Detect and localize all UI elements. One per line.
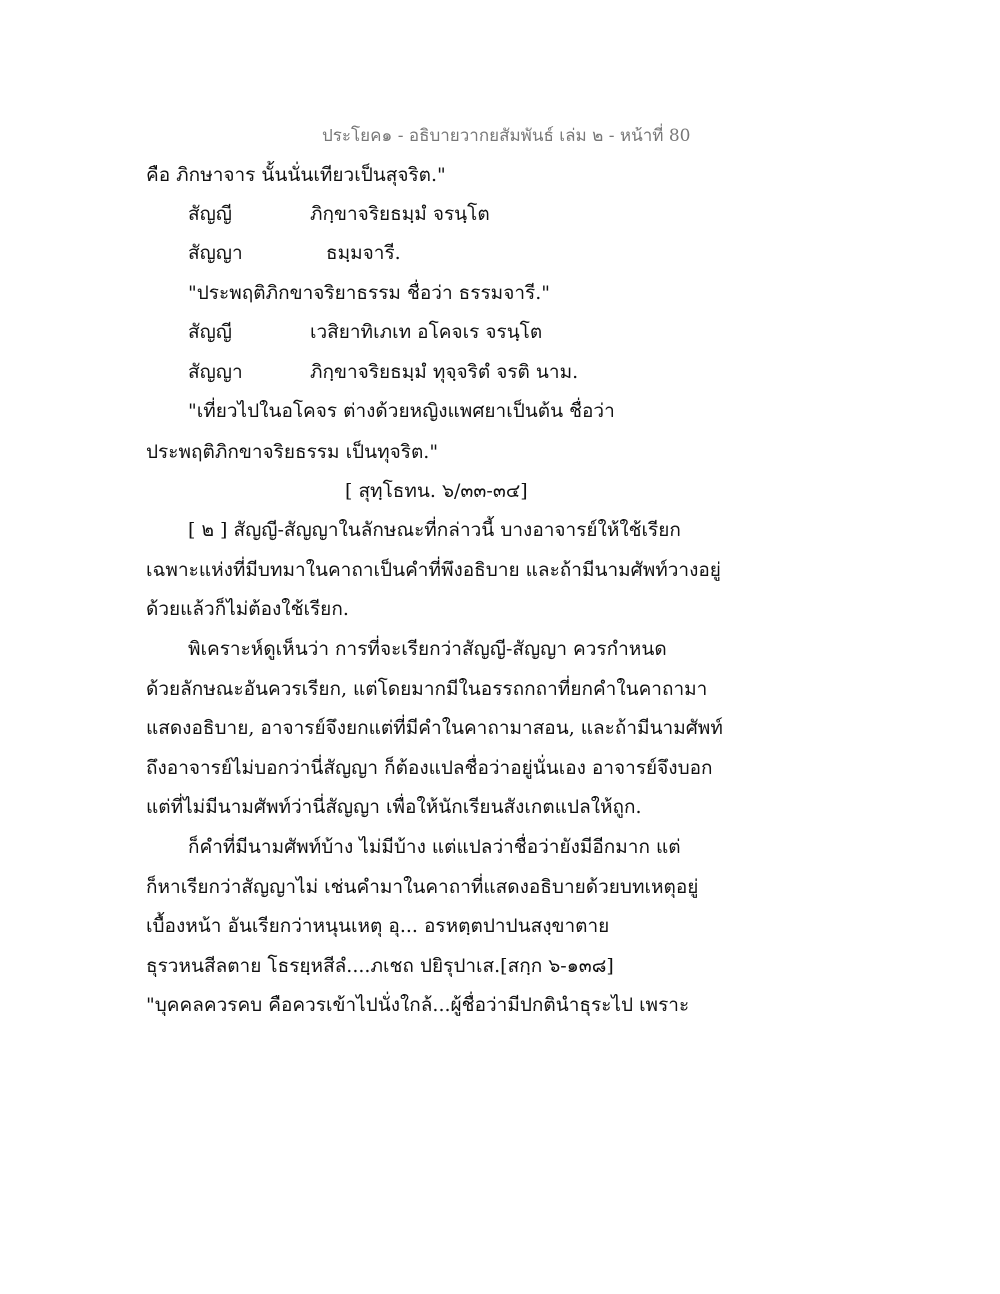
paragraph-line: แสดงอธิบาย, อาจารย์จึงยกแต่ที่มีคำในคาถามาสอน, และถ้ามีนามศัพท์ — [146, 717, 723, 739]
paragraph-line: ธุรวหนสีลตาย โธรยฺหสีลํ....ภเชถ ปยิรุปาเส.[สกฺก ๖-๑๓๘] — [146, 955, 614, 977]
pair-line — [188, 240, 401, 266]
pair-label: สัญญี — [188, 203, 232, 225]
pair-label: สัญญา — [188, 361, 243, 383]
quote-line: ประพฤติภิกขาจริยธรรม เป็นทุจริต." — [146, 441, 439, 463]
pair-label: สัญญา — [188, 242, 243, 264]
pair-label: สัญญี — [188, 321, 232, 343]
paragraph-line: [ ๒ ] สัญญี-สัญญาในลักษณะที่กล่าวนี้ บางอาจารย์ให้ใช้เรียก — [188, 519, 681, 541]
pair-text: ภิกฺขาจริยธมฺมํ จรนฺโต — [310, 203, 490, 225]
paragraph-line: ด้วยแล้วก็ไม่ต้องใช้เรียก. — [146, 598, 349, 620]
paragraph-line: ก็หาเรียกว่าสัญญาไม่ เช่นคำมาในคาถาที่แสดงอธิบายด้วยบทเหตุอยู่ — [146, 876, 699, 898]
pair-text: ภิกฺขาจริยธมฺมํ ทุจฺจริตํ จรติ นาม. — [310, 361, 579, 383]
paragraph-line: เบื้องหน้า อันเรียกว่าหนุนเหตุ อุ... อรหตฺตปาปนสงฺขาตาย — [146, 915, 610, 937]
pair-line — [188, 201, 490, 227]
paragraph-line: ก็คำที่มีนามศัพท์บ้าง ไม่มีบ้าง แต่แปลว่าชื่อว่ายังมีอีกมาก แต่ — [188, 836, 681, 858]
paragraph-line: พิเคราะห์ดูเห็นว่า การที่จะเรียกว่าสัญญี-สัญญา ควรกำหนด — [188, 638, 667, 660]
page-header: ประโยค๑ - อธิบายวากยสัมพันธ์ เล่ม ๒ - หน้าที่ 80 — [322, 126, 691, 146]
citation: [ สุทฺโธทน. ๖/๓๓-๓๔] — [345, 480, 528, 502]
paragraph-line: เฉพาะแห่งที่มีบทมาในคาถาเป็นคำที่พึงอธิบาย และถ้ามีนามศัพท์วางอยู่ — [146, 559, 721, 581]
paragraph-line: แต่ที่ไม่มีนามศัพท์ว่านี่สัญญา เพื่อให้นักเรียนสังเกตแปลให้ถูก. — [146, 796, 642, 818]
text-line: คือ ภิกษาจาร นั้นนั่นเทียวเป็นสุจริต." — [146, 164, 446, 186]
pair-text: ธมฺมจารี. — [326, 242, 401, 264]
pair-line — [188, 359, 578, 385]
quote-line: "เที่ยวไปในอโคจร ต่างด้วยหญิงแพศยาเป็นต้น ชื่อว่า — [188, 400, 615, 422]
pair-text: เวสิยาทิเภเท อโคจเร จรนฺโต — [310, 321, 543, 343]
paragraph-line: ถึงอาจารย์ไม่บอกว่านี่สัญญา ก็ต้องแปลชื่อว่าอยู่นั่นเอง อาจารย์จึงบอก — [146, 757, 713, 779]
quote-line: "ประพฤติภิกขาจริยาธรรม ชื่อว่า ธรรมจารี." — [188, 282, 550, 304]
paragraph-line: "บุคคลควรคบ คือควรเข้าไปนั่งใกล้...ผู้ชื่อว่ามีปกตินำธุระไป เพราะ — [146, 994, 690, 1016]
paragraph-line: ด้วยลักษณะอันควรเรียก, แต่โดยมากมีในอรรถกถาที่ยกคำในคาถามา — [146, 678, 708, 700]
pair-line — [188, 319, 542, 345]
